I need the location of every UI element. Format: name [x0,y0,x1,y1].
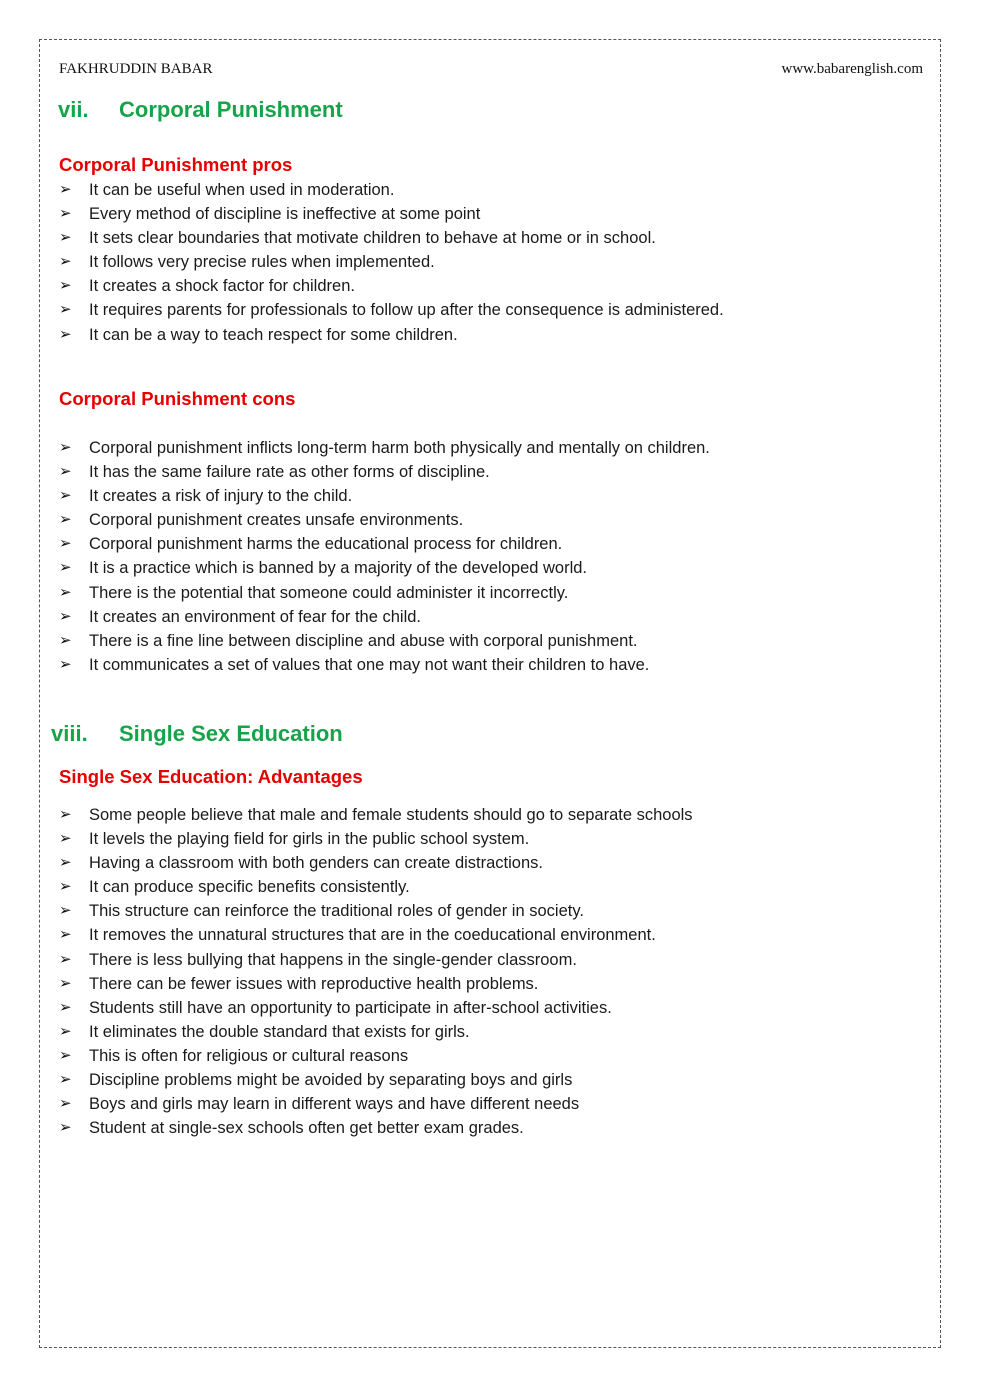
arrow-bullet-icon: ➢ [59,511,72,529]
arrow-bullet-icon: ➢ [59,806,72,823]
subheading-cons: Corporal Punishment cons [59,388,296,409]
subheading-pros: Corporal Punishment pros [59,154,293,175]
list-item [59,1068,693,1092]
header-author: FAKHRUDDIN BABAR [59,61,213,77]
section-number: viii. [51,721,88,746]
list-item-text: There is less bullying that happens in the single-gender classroom. [89,950,577,969]
list-item-text: This is often for religious or cultural reasons [89,1046,409,1065]
list-item-text: It creates a shock factor for children. [89,277,355,296]
list-item [59,436,710,460]
arrow-bullet-icon: ➢ [59,463,72,481]
list-item-text: Discipline problems might be avoided by separating boys and girls [89,1071,573,1090]
arrow-bullet-icon: ➢ [59,325,72,343]
list-item [59,1044,693,1068]
subheading-advantages: Single Sex Education: Advantages [59,766,363,787]
arrow-bullet-icon: ➢ [59,301,72,319]
arrow-bullet-icon: ➢ [59,854,72,872]
list-item-text: It is a practice which is banned by a majority of the developed world. [89,559,588,578]
list-item-text: Every method of discipline is ineffective at some point [89,205,481,224]
arrow-bullet-icon: ➢ [59,181,72,198]
arrow-bullet-icon: ➢ [59,631,72,649]
list-item-text: It sets clear boundaries that motivate children to behave at home or in school. [89,229,656,248]
arrow-bullet-icon: ➢ [59,1022,72,1040]
arrow-bullet-icon: ➢ [59,253,72,271]
arrow-bullet-icon: ➢ [59,655,72,673]
arrow-bullet-icon: ➢ [59,950,72,968]
arrow-bullet-icon: ➢ [59,998,72,1016]
list-item [59,508,710,532]
arrow-bullet-icon: ➢ [59,583,72,601]
list-item-text: There is the potential that someone could administer it incorrectly. [89,583,569,602]
list-item-text: It requires parents for professionals to follow up after the consequence is administered. [89,301,724,320]
list-item-text: It has the same failure rate as other forms of discipline. [89,463,490,482]
arrow-bullet-icon: ➢ [59,205,72,223]
list-item [59,556,710,580]
list-item-text: It can be useful when used in moderation. [89,181,395,199]
list-item-text: There is a fine line between discipline and abuse with corporal punishment. [89,631,638,650]
list-item [59,323,724,347]
list-item [59,274,724,298]
section-number: vii. [58,97,89,122]
list-item [59,899,693,923]
list-item-text: This structure can reinforce the traditional roles of gender in society. [89,902,584,921]
arrow-bullet-icon: ➢ [59,1046,72,1064]
list-item [59,226,724,250]
list-item [59,532,710,556]
list-item-text: It eliminates the double standard that exists for girls. [89,1022,470,1041]
list-item-text: Boys and girls may learn in different ways and have different needs [89,1095,580,1114]
list-item-text: It levels the playing field for girls in the public school system. [89,830,530,849]
arrow-bullet-icon: ➢ [59,439,72,456]
list-item-text: It removes the unnatural structures that are in the coeducational environment. [89,926,656,945]
list-item [59,1020,693,1044]
arrow-bullet-icon: ➢ [59,1095,72,1113]
arrow-bullet-icon: ➢ [59,902,72,920]
section-heading: Single Sex Education [119,721,343,746]
arrow-bullet-icon: ➢ [59,878,72,896]
list-item-text: It creates a risk of injury to the child. [89,487,353,506]
arrow-bullet-icon: ➢ [59,487,72,505]
list-item [59,996,693,1020]
arrow-bullet-icon: ➢ [59,559,72,577]
list-item-text: It can produce specific benefits consistently. [89,878,410,897]
arrow-bullet-icon: ➢ [59,277,72,295]
list-item [59,250,724,274]
list-item-text: It follows very precise rules when implemented. [89,253,435,272]
arrow-bullet-icon: ➢ [59,607,72,625]
arrow-bullet-icon: ➢ [59,229,72,247]
list-item [59,298,724,322]
arrow-bullet-icon: ➢ [59,1119,72,1137]
list-item [59,653,710,677]
list-item [59,202,724,226]
list-item-text: Students still have an opportunity to participate in after-school activities. [89,998,612,1017]
list-item [59,581,710,605]
list-item [59,605,710,629]
list-item-text: Student at single-sex schools often get better exam grades. [89,1119,524,1138]
section-heading: Corporal Punishment [119,97,343,122]
list-item [59,972,693,996]
arrow-bullet-icon: ➢ [59,974,72,992]
arrow-bullet-icon: ➢ [59,1071,72,1089]
pros-list [59,178,724,347]
list-item [59,923,693,947]
header-website: www.babarenglish.com [781,61,923,77]
list-item [59,178,724,202]
list-item [59,948,693,972]
arrow-bullet-icon: ➢ [59,830,72,848]
cons-list [59,436,710,677]
list-item-text: It can be a way to teach respect for some children. [89,325,458,344]
list-item-text: Corporal punishment inflicts long-term harm both physically and mentally on children. [89,439,710,457]
list-item [59,1092,693,1116]
list-item [59,629,710,653]
list-item [59,851,693,875]
list-item [59,875,693,899]
list-item-text: Corporal punishment creates unsafe environments. [89,511,464,530]
list-item [59,484,710,508]
arrow-bullet-icon: ➢ [59,535,72,553]
list-item [59,827,693,851]
advantages-list [59,803,693,1140]
list-item-text: It creates an environment of fear for the child. [89,607,422,626]
list-item-text: Having a classroom with both genders can create distractions. [89,854,543,873]
list-item [59,460,710,484]
list-item [59,803,693,827]
list-item-text: Corporal punishment harms the educational process for children. [89,535,563,554]
arrow-bullet-icon: ➢ [59,926,72,944]
list-item [59,1116,693,1140]
list-item-text: It communicates a set of values that one may not want their children to have. [89,655,650,674]
list-item-text: There can be fewer issues with reproductive health problems. [89,974,539,993]
list-item-text: Some people believe that male and female students should go to separate schools [89,806,693,824]
